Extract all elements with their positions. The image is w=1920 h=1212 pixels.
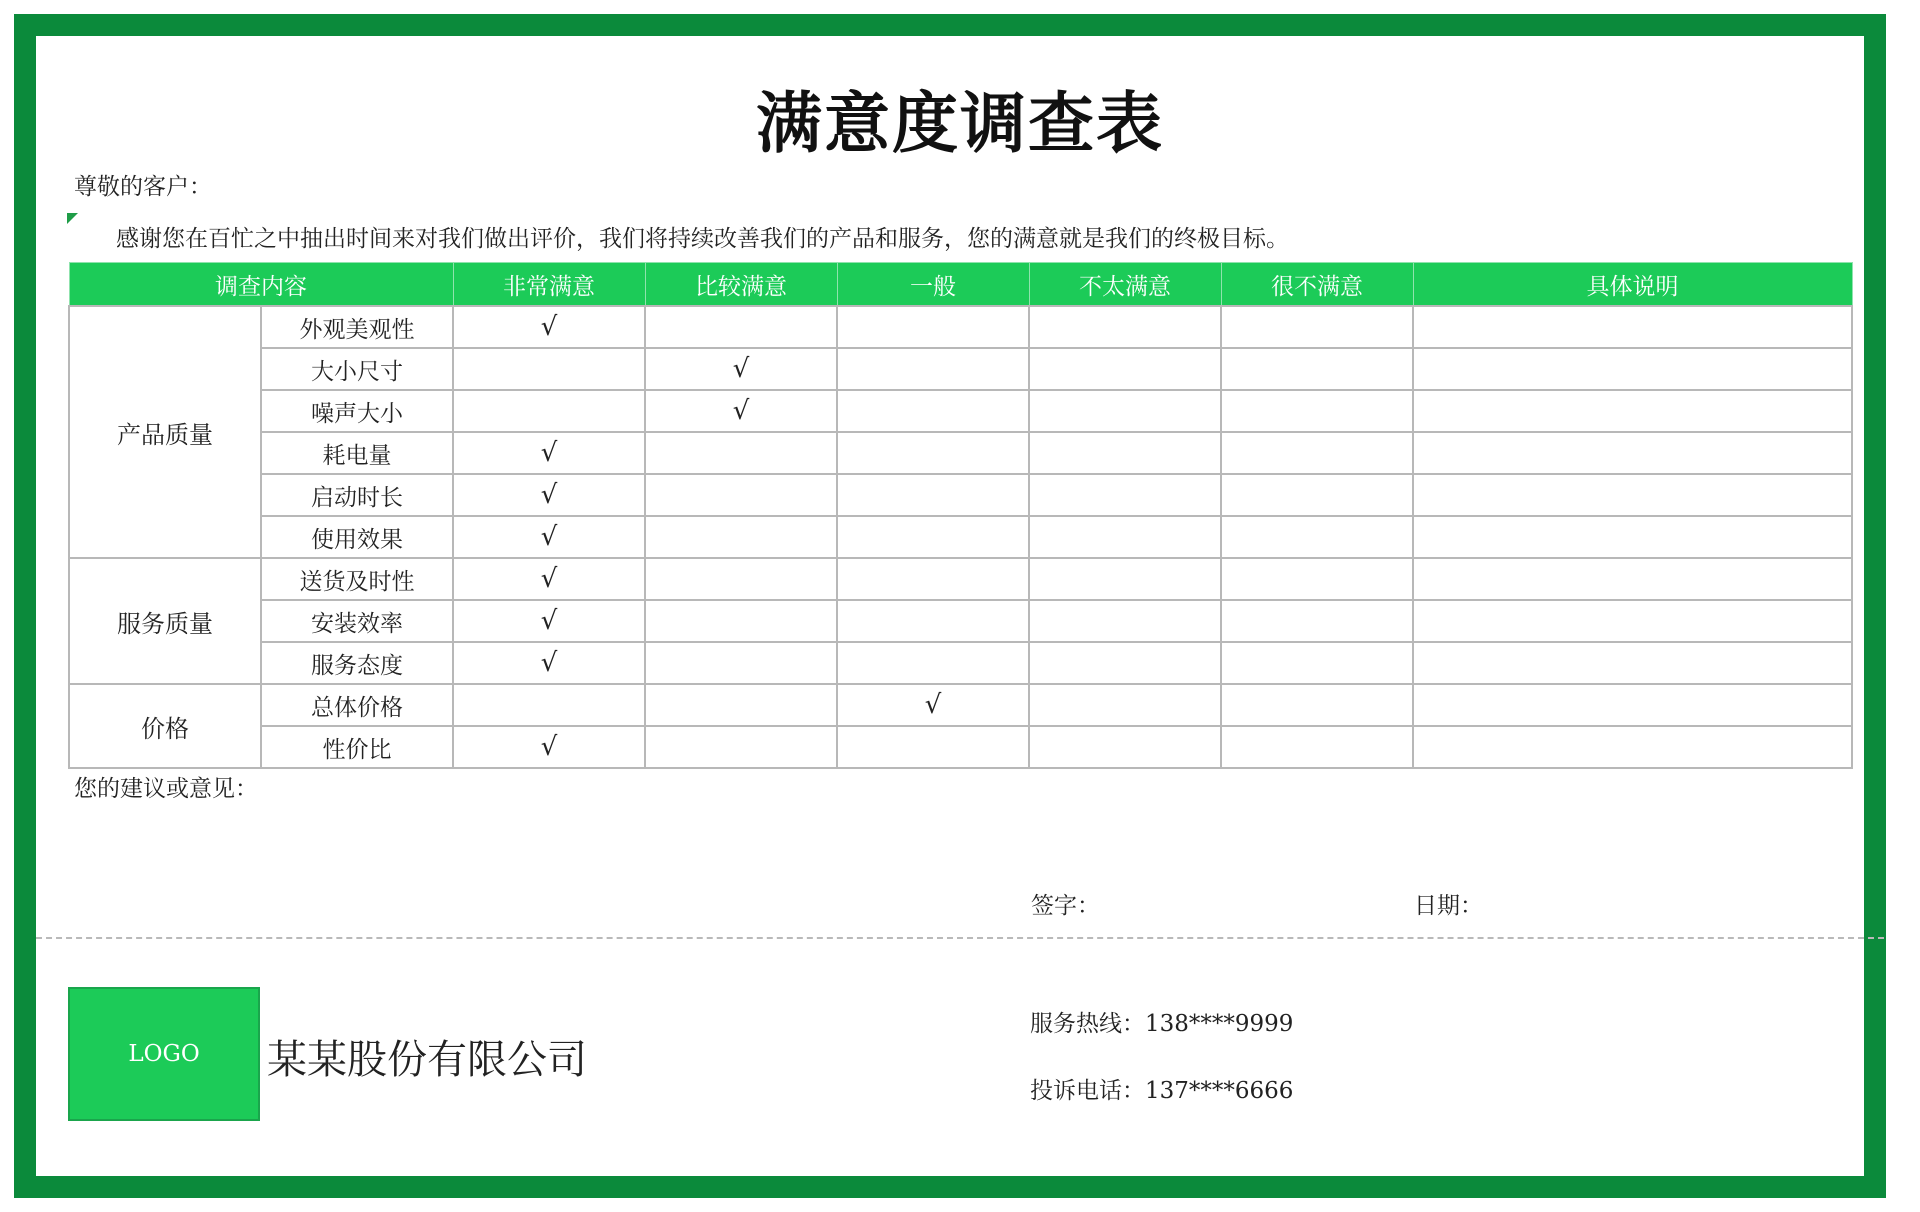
table-row [69,432,1852,474]
rating-cell [837,348,1029,390]
table-row [69,558,1852,600]
survey-table [68,262,1853,769]
header-cell: 调查内容 [69,263,453,307]
rating-cell [1221,474,1413,516]
rating-cell: √ [837,684,1029,726]
rating-cell [837,390,1029,432]
rating-cell [1029,600,1221,642]
rating-cell: √ [645,390,837,432]
note-cell [1413,306,1852,348]
item-name-cell: 服务态度 [261,642,453,684]
rating-cell [1029,390,1221,432]
rating-cell [645,642,837,684]
suggestion-label: 您的建议或意见： [74,776,258,802]
rating-cell [1221,390,1413,432]
table-row [69,516,1852,558]
rating-cell [1221,516,1413,558]
header-cell: 具体说明 [1413,263,1852,307]
rating-cell [453,348,645,390]
note-cell [1413,642,1852,684]
rating-cell [645,726,837,768]
table-row [69,306,1852,348]
rating-cell [1221,306,1413,348]
date-label: 日期： [1414,893,1483,919]
rating-cell: √ [453,432,645,474]
rating-cell: √ [453,600,645,642]
rating-cell [837,306,1029,348]
rating-cell [837,558,1029,600]
rating-cell [1029,726,1221,768]
logo-text: LOGO [128,1041,200,1067]
item-name-cell: 耗电量 [261,432,453,474]
table-row [69,726,1852,768]
rating-cell [645,600,837,642]
note-cell [1413,684,1852,726]
rating-cell [1029,516,1221,558]
table-row [69,600,1852,642]
item-name-cell: 外观美观性 [261,306,453,348]
item-name-cell: 总体价格 [261,684,453,726]
cell-comment-marker [67,213,78,224]
header-cell: 不太满意 [1029,263,1221,307]
rating-cell [1221,348,1413,390]
rating-cell [645,432,837,474]
item-name-cell: 性价比 [261,726,453,768]
table-row [69,684,1852,726]
rating-cell [837,600,1029,642]
rating-cell [1221,642,1413,684]
table-row [69,390,1852,432]
rating-cell: √ [453,558,645,600]
page-title: 满意度调查表 [756,85,1164,162]
header-cell: 比较满意 [645,263,837,307]
service-hotline: 服务热线：138****9999 [1030,1011,1294,1037]
rating-cell [645,474,837,516]
rating-cell [1221,684,1413,726]
note-cell [1413,390,1852,432]
company-name: 某某股份有限公司 [267,1037,587,1083]
rating-cell [1221,432,1413,474]
category-cell: 价格 [69,684,261,768]
note-cell [1413,600,1852,642]
rating-cell [453,684,645,726]
rating-cell [1221,558,1413,600]
item-name-cell: 启动时长 [261,474,453,516]
item-name-cell: 大小尺寸 [261,348,453,390]
table-row [69,642,1852,684]
rating-cell [1029,684,1221,726]
rating-cell [645,306,837,348]
intro-text: 感谢您在百忙之中抽出时间来对我们做出评价，我们将持续改善我们的产品和服务，您的满意就是我们的终极目标。 [116,226,1289,252]
rating-cell [837,432,1029,474]
rating-cell [1029,558,1221,600]
note-cell [1413,348,1852,390]
rating-cell: √ [453,642,645,684]
item-name-cell: 送货及时性 [261,558,453,600]
header-cell: 很不满意 [1221,263,1413,307]
item-name-cell: 噪声大小 [261,390,453,432]
cut-line-divider [36,937,1884,939]
rating-cell [837,642,1029,684]
rating-cell: √ [453,516,645,558]
rating-cell [645,684,837,726]
rating-cell [1029,348,1221,390]
note-cell [1413,516,1852,558]
greeting-text: 尊敬的客户： [74,174,212,200]
item-name-cell: 安装效率 [261,600,453,642]
category-cell: 产品质量 [69,306,261,558]
company-logo [68,987,260,1121]
table-header-row [69,263,1852,307]
rating-cell [1029,306,1221,348]
rating-cell [645,558,837,600]
note-cell [1413,558,1852,600]
rating-cell [837,516,1029,558]
rating-cell [1221,600,1413,642]
complaint-phone: 投诉电话：137****6666 [1030,1078,1294,1104]
rating-cell [837,726,1029,768]
table-row [69,474,1852,516]
rating-cell [1029,432,1221,474]
table-row [69,348,1852,390]
note-cell [1413,432,1852,474]
header-cell: 非常满意 [453,263,645,307]
header-cell: 一般 [837,263,1029,307]
rating-cell: √ [453,474,645,516]
rating-cell [453,390,645,432]
rating-cell: √ [645,348,837,390]
category-cell: 服务质量 [69,558,261,684]
rating-cell [1029,642,1221,684]
rating-cell [837,474,1029,516]
rating-cell [1029,474,1221,516]
note-cell [1413,726,1852,768]
rating-cell [645,516,837,558]
rating-cell [1221,726,1413,768]
note-cell [1413,474,1852,516]
item-name-cell: 使用效果 [261,516,453,558]
rating-cell: √ [453,306,645,348]
signature-label: 签字： [1031,893,1100,919]
rating-cell: √ [453,726,645,768]
